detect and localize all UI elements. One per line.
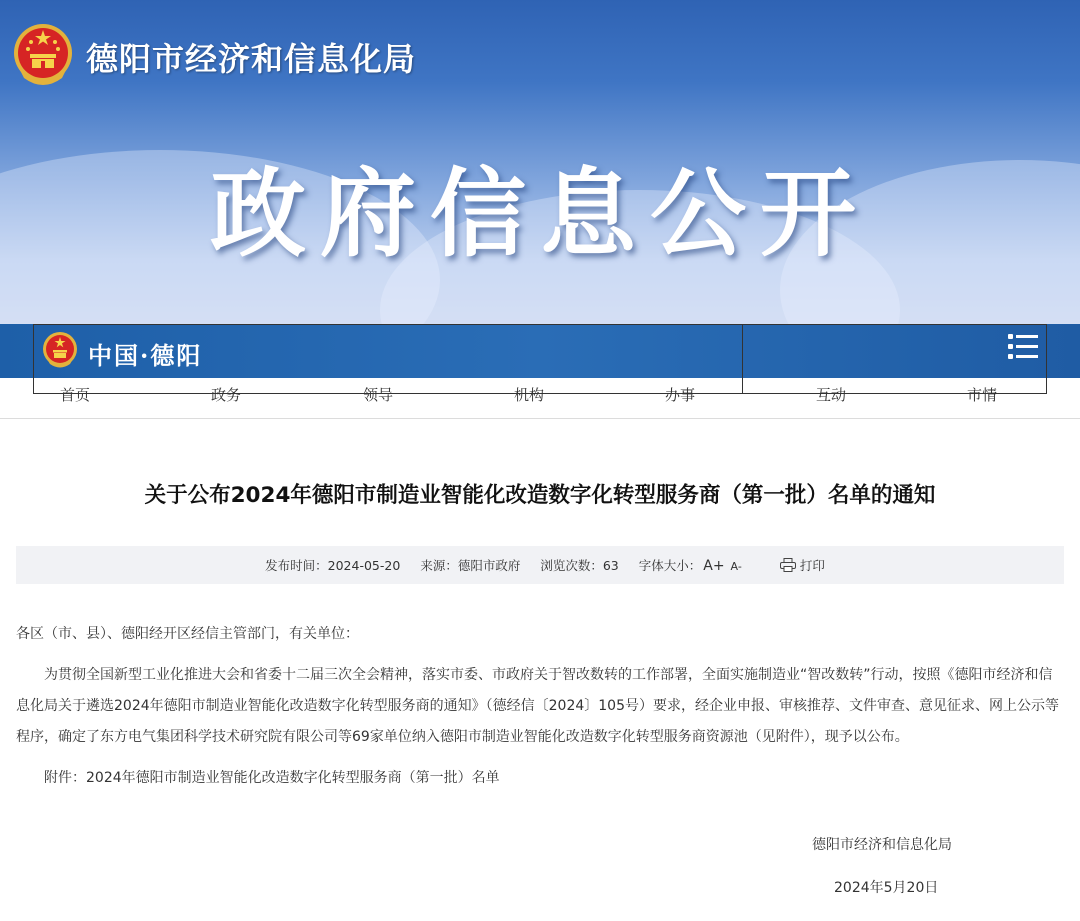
- national-emblem-icon: [12, 22, 74, 88]
- view-count: 浏览次数：63: [540, 558, 619, 573]
- font-decrease-button[interactable]: A-: [730, 560, 742, 573]
- signature: 德阳市经济和信息化局: [812, 837, 952, 853]
- printer-icon: [780, 558, 796, 572]
- publish-time: 发布时间：2024-05-20: [265, 558, 401, 573]
- print-label: 打印: [799, 558, 825, 573]
- nav-item-government[interactable]: 政务: [210, 386, 241, 404]
- banner-title: 政府信息公开: [210, 158, 870, 270]
- article-content: [16, 619, 1064, 794]
- nav-item-agencies[interactable]: 机构: [513, 386, 544, 404]
- article-body-paragraph: 为贯彻全国新型工业化推进大会和省委十二届三次全会精神，落实市委、市政府关于智改数转的工作部署，全面实施制造业“智改数转”行动，按照《德阳市经济和信息化局关于遴选2024年德阳市制造业智能化改造数字化转型服务商的通知》（德经信〔2024〕105号）要求，经企业申报、审核推荐、文件审查、意见征求、网上公示等程序，确定了东方电气集团科学技术研究院有限公司等69家单位纳入德阳市制造业智能化改造数字化转型服务商资源池（见附件），现予以公布。: [16, 667, 1059, 745]
- salutation: 各区（市、县）、德阳经开区经信主管部门，有关单位：: [16, 626, 359, 642]
- site-emblem-icon: [42, 331, 78, 369]
- nav-item-services[interactable]: 办事: [664, 386, 695, 404]
- attachment-link[interactable]: 附件：2024年德阳市制造业智能化改造数字化转型服务商（第一批）名单: [44, 770, 500, 786]
- site-name[interactable]: 中国·德阳: [88, 341, 203, 370]
- nav-item-interaction[interactable]: 互动: [815, 386, 846, 404]
- print-button[interactable]: [780, 556, 825, 574]
- font-increase-button[interactable]: A+: [703, 558, 725, 574]
- header-banner: [0, 0, 1080, 326]
- menu-list-icon[interactable]: [1008, 333, 1038, 361]
- department-name: 德阳市经济和信息化局: [86, 40, 417, 78]
- main-nav: [0, 384, 1080, 414]
- font-size-label: 字体大小：: [638, 558, 702, 573]
- nav-divider: [0, 418, 1080, 419]
- font-size-control: [639, 556, 742, 574]
- nav-item-home[interactable]: 首页: [59, 386, 90, 404]
- signature-date: 2024年5月20日: [834, 880, 939, 896]
- nav-item-leaders[interactable]: 领导: [362, 386, 393, 404]
- nav-item-city-info[interactable]: 市情: [966, 386, 997, 404]
- article-title: 关于公布2024年德阳市制造业智能化改造数字化转型服务商（第一批）名单的通知: [144, 483, 936, 508]
- article-source: 来源：德阳市政府: [420, 558, 521, 573]
- article-meta-bar: [16, 546, 1064, 584]
